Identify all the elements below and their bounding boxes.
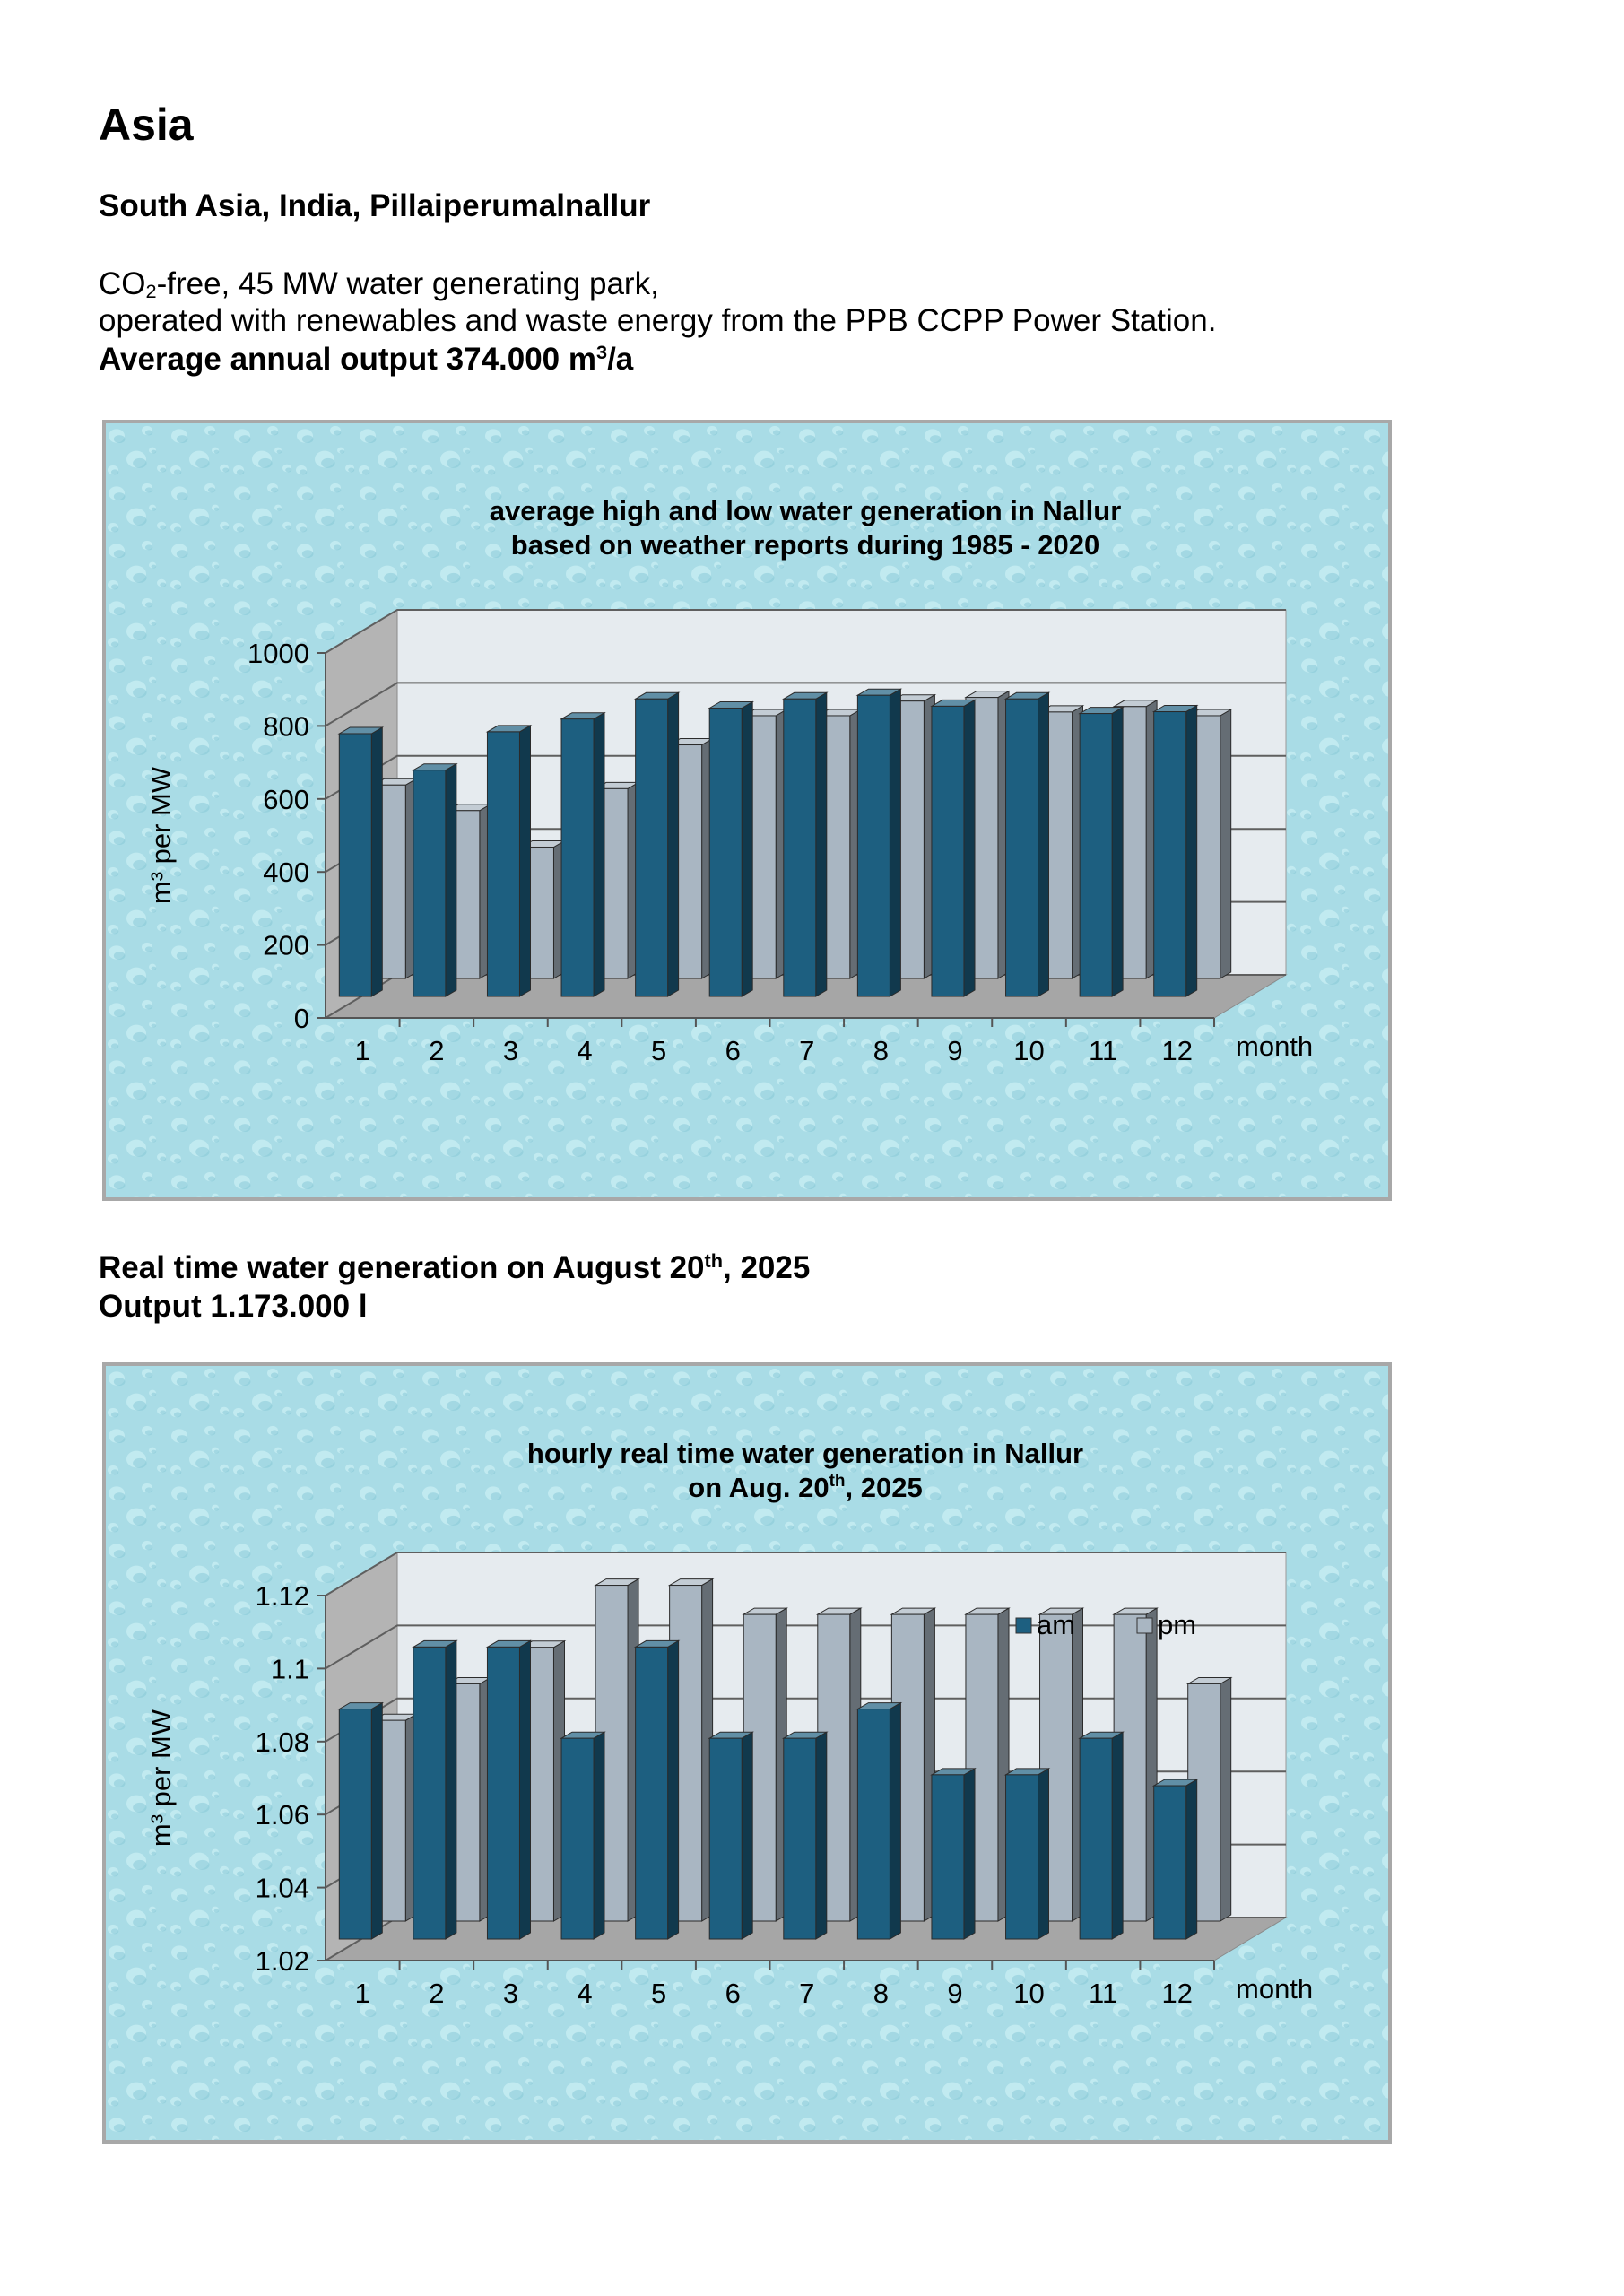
y-tick-label: 200: [263, 929, 309, 961]
y-tick-label: 1.06: [255, 1799, 309, 1831]
x-tick-label: 12: [1161, 1978, 1193, 2009]
bar-am: [709, 1732, 752, 1939]
monthly-generation-chart: [102, 420, 1392, 1201]
description-rest: -free, 45 MW water generating park,: [156, 266, 659, 301]
x-tick-label: 8: [873, 1978, 889, 2009]
x-tick-label: 6: [725, 1978, 741, 2009]
x-tick-label: 9: [947, 1035, 963, 1066]
x-tick-label: 11: [1089, 1035, 1118, 1066]
x-tick-label: 2: [429, 1978, 445, 2009]
bar-high: [561, 713, 604, 996]
y-tick-label: 600: [263, 783, 309, 815]
bar-high: [487, 726, 530, 996]
y-tick-label: 1.12: [255, 1580, 309, 1612]
y-axis-label: m³ per MW: [145, 766, 177, 905]
legend-swatch-pm: [1137, 1618, 1152, 1633]
y-tick-label: 800: [263, 710, 309, 743]
bar-am: [1154, 1779, 1197, 1939]
realtime-heading-year: , 2025: [723, 1249, 811, 1285]
hourly-generation-chart: [102, 1362, 1392, 2144]
annual-output-text: Average annual output 374.000 m: [99, 341, 596, 377]
chart-title-line-1: average high and low water generation in Nallur: [489, 495, 1122, 526]
x-tick-label: 10: [1013, 1978, 1045, 2009]
bar-am: [784, 1732, 827, 1939]
bar-am: [487, 1640, 530, 1939]
x-tick-label: 10: [1013, 1035, 1045, 1066]
y-tick-label: 1.02: [255, 1945, 309, 1977]
bar-high: [857, 689, 900, 996]
description-co-subscript: 2: [145, 279, 157, 302]
bar-high: [784, 692, 827, 996]
x-tick-label: 5: [651, 1978, 667, 2009]
x-tick-label: 7: [799, 1035, 815, 1066]
hourly-generation-chart-svg: [106, 1366, 1388, 2140]
bar-am: [857, 1703, 900, 1939]
legend-label-am: am: [1037, 1609, 1076, 1640]
y-tick-label: 400: [263, 857, 309, 889]
bar-high: [636, 692, 679, 996]
x-tick-label: 4: [577, 1035, 593, 1066]
chart-title-line-2: on Aug. 20th, 2025: [688, 1472, 923, 1503]
bar-am: [1006, 1769, 1049, 1939]
realtime-output: Output 1.173.000 l: [99, 1289, 368, 1324]
x-tick-label: 9: [947, 1978, 963, 2009]
realtime-heading: [99, 1249, 810, 1286]
description-line-1: [99, 266, 659, 303]
y-tick-label: 1.04: [255, 1872, 309, 1904]
bar-high: [1080, 708, 1123, 996]
bar-high: [1154, 706, 1197, 997]
x-axis-label: month: [1236, 1973, 1314, 2005]
x-tick-label: 1: [354, 1978, 370, 2009]
x-tick-label: 12: [1161, 1035, 1193, 1066]
x-tick-label: 5: [651, 1035, 667, 1066]
chart-title-line-2: based on weather reports during 1985 - 2020: [510, 529, 1100, 561]
y-tick-label: 1000: [248, 638, 309, 669]
x-tick-label: 3: [502, 1035, 519, 1066]
y-tick-label: 0: [293, 1003, 309, 1034]
y-tick-label: 1.1: [270, 1653, 309, 1685]
x-tick-label: 4: [577, 1978, 593, 2009]
bar-high: [339, 727, 382, 996]
bar-am: [636, 1640, 679, 1939]
bar-high: [932, 700, 975, 996]
x-tick-label: 6: [725, 1035, 741, 1066]
bar-am: [561, 1732, 604, 1939]
description-co: CO: [99, 266, 146, 301]
annual-output-unit: /a: [607, 341, 634, 377]
x-tick-label: 1: [354, 1035, 370, 1066]
bar-am: [339, 1703, 382, 1939]
description-line-2: operated with renewables and waste energy from the PPB CCPP Power Station.: [99, 303, 1217, 338]
bar-high: [413, 764, 456, 996]
realtime-heading-sup: th: [704, 1249, 723, 1272]
location-heading: South Asia, India, Pillaiperumalnallur: [99, 188, 651, 223]
annual-output-sup: 3: [596, 341, 608, 363]
region-heading: Asia: [99, 100, 194, 150]
monthly-generation-chart-svg: [106, 423, 1388, 1197]
bar-am: [932, 1769, 975, 1939]
y-axis-label: m³ per MW: [145, 1709, 177, 1848]
x-tick-label: 11: [1089, 1978, 1118, 2009]
bar-high: [1006, 692, 1049, 996]
legend-swatch-am: [1016, 1618, 1031, 1633]
y-tick-label: 1.08: [255, 1726, 309, 1758]
x-tick-label: 2: [429, 1035, 445, 1066]
realtime-heading-text: Real time water generation on August 20: [99, 1249, 705, 1285]
x-axis-label: month: [1236, 1031, 1314, 1062]
bar-am: [1080, 1732, 1123, 1939]
bar-am: [413, 1640, 456, 1939]
legend-label-pm: pm: [1158, 1609, 1197, 1640]
x-tick-label: 3: [502, 1978, 519, 2009]
x-tick-label: 7: [799, 1978, 815, 2009]
annual-output: [99, 341, 633, 378]
bar-high: [709, 702, 752, 997]
x-tick-label: 8: [873, 1035, 889, 1066]
chart-title-line-1: hourly real time water generation in Nallur: [526, 1438, 1084, 1469]
